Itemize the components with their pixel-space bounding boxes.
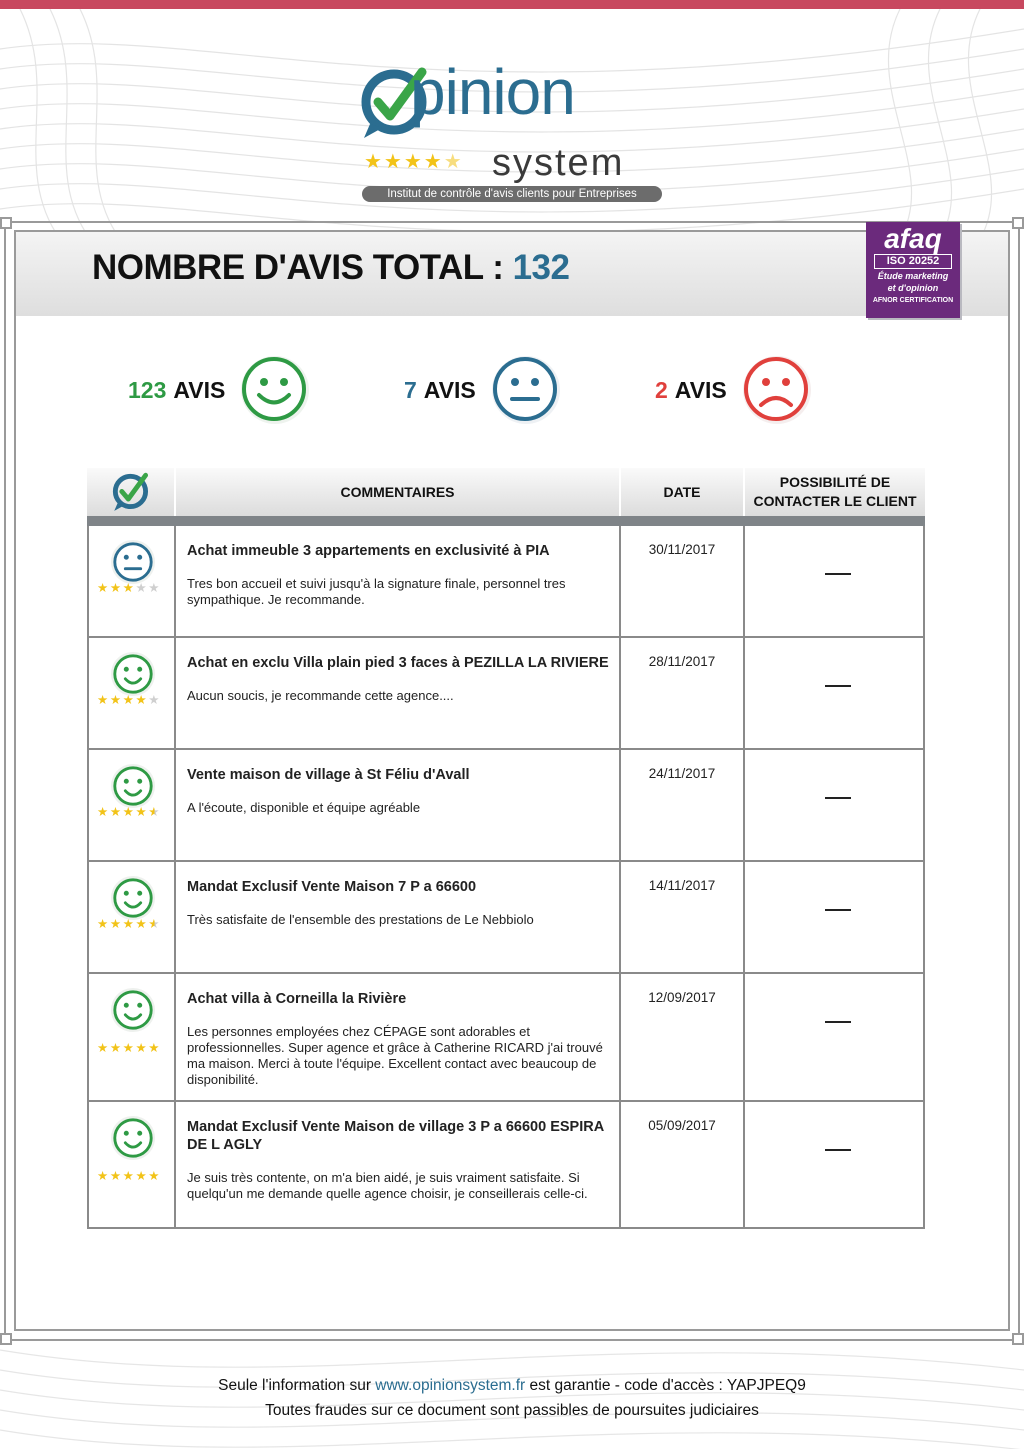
frame-corner [1012,217,1024,229]
footer-legal: Toutes fraudes sur ce document sont passibles de poursuites judiciaires [265,1402,759,1419]
positive-label: AVIS [173,376,226,403]
contact-dash [825,573,851,575]
row-contact-cell [745,862,923,972]
smiley-sad-icon [741,354,813,426]
table-row [87,638,925,750]
logo-tagline: Institut de contrôle d'avis clients pour Entreprises [362,186,662,202]
header-contact-line1: POSSIBILITÉ DE [779,474,891,490]
row-rating-cell [89,862,176,972]
afaq-body: AFNOR CERTIFICATION [872,297,954,304]
table-row [87,526,925,638]
row-contact-cell [745,750,923,860]
opinion-system-logo [360,56,670,206]
summary-neutral [404,350,562,430]
review-text: Je suis très contente, on m'a bien aidé, je suis vraiment satisfaite. Si quelqu'un me demande quelle agence choisir, je conseillerais celle-ci. [187,1170,588,1201]
row-rating-cell [89,638,176,748]
afaq-line2: et d'opinion [887,283,939,293]
row-rating-cell [89,526,176,636]
review-text: Aucun soucis, je recommande cette agence.... [187,688,454,703]
frame-corner [1012,1333,1024,1345]
review-title: Mandat Exclusif Vente Maison de village 3 P a 66600 ESPIRA DE L AGLY [187,1119,604,1153]
footer-website-link[interactable]: www.opinionsystem.fr [375,1377,526,1394]
star-rating: ★★★★★ [97,693,162,707]
smiley-positive-icon [110,875,156,921]
row-contact-cell [745,526,923,636]
row-comment-cell [176,526,621,636]
row-contact-cell [745,638,923,748]
review-text: Très satisfaite de l'ensemble des prestations de Le Nebbiolo [187,912,534,927]
star-rating: ★★★★★ [97,805,162,819]
table-row [87,1102,925,1229]
total-count: 132 [512,248,570,287]
review-title: Achat en exclu Villa plain pied 3 faces à PEZILLA LA RIVIERE [187,655,609,671]
smiley-positive-icon [110,1115,156,1161]
afaq-standard: ISO 20252 [874,254,952,269]
logo-stars: ★★★★★ [364,151,464,173]
review-date: 30/11/2017 [621,526,745,636]
smiley-neutral-icon [110,539,156,585]
logo-wordmark: pinion [410,56,575,128]
total-label: NOMBRE D'AVIS TOTAL : [92,248,513,287]
afaq-line1: Étude marketing [877,271,949,281]
smiley-neutral-icon [490,354,562,426]
smiley-positive-icon [110,763,156,809]
footer-text-pre: Seule l'information sur [218,1377,376,1394]
header-contact [743,468,925,516]
review-title: Vente maison de village à St Féliu d'Avall [187,767,470,783]
review-title: Achat villa à Corneilla la Rivière [187,991,407,1007]
frame-corner [0,217,12,229]
row-comment-cell [176,750,621,860]
contact-dash [825,797,851,799]
summary-negative [655,350,813,430]
frame-corner [0,1333,12,1345]
smiley-happy-icon [239,354,311,426]
row-rating-cell [89,974,176,1100]
review-date: 12/09/2017 [621,974,745,1100]
star-rating: ★★★★★ [97,1041,162,1055]
review-text: Les personnes employées chez CÉPAGE sont adorables et professionnelles. Super agence et grâce à Catherine RICARD j'ai trouvé ma maison. Merci à toute l'équipe. Excellent contact avec beaucoup de disponibilité. [187,1024,603,1087]
row-rating-cell [89,750,176,860]
smiley-positive-icon [110,651,156,697]
contact-dash [825,1021,851,1023]
top-accent-bar [0,0,1024,9]
review-date: 05/09/2017 [621,1102,745,1227]
neutral-count: 7 [404,376,417,403]
page-title [92,248,569,288]
header-comments: COMMENTAIRES [174,468,619,516]
review-text: Tres bon accueil et suivi jusqu'à la signature finale, personnel tres sympathique. Je recommande. [187,576,566,607]
reviews-table [87,468,925,1229]
positive-count: 123 [128,376,167,403]
footer-guarantee [0,1377,1024,1395]
summary-positive [128,350,311,430]
review-date: 14/11/2017 [621,862,745,972]
review-title: Achat immeuble 3 appartements en exclusivité à PIA [187,543,550,559]
row-contact-cell [745,974,923,1100]
row-comment-cell [176,862,621,972]
row-contact-cell [745,1102,923,1227]
contact-dash [825,909,851,911]
review-date: 28/11/2017 [621,638,745,748]
star-rating: ★★★★★ [97,581,162,595]
row-comment-cell [176,1102,621,1227]
afaq-name: afaq [884,223,942,254]
contact-dash [825,685,851,687]
table-row [87,750,925,862]
table-row [87,974,925,1102]
row-comment-cell [176,974,621,1100]
contact-dash [825,1149,851,1151]
header-logo-cell [87,468,174,516]
neutral-label: AVIS [423,376,476,403]
check-bubble-icon [110,472,152,512]
row-rating-cell [89,1102,176,1227]
negative-label: AVIS [674,376,727,403]
star-rating: ★★★★★ [97,917,162,931]
footer-text-post: est garantie - code d'accès : YAPJPEQ9 [525,1377,806,1394]
review-title: Mandat Exclusif Vente Maison 7 P a 66600 [187,879,477,895]
star-rating: ★★★★★ [97,1169,162,1183]
review-date: 24/11/2017 [621,750,745,860]
review-text: A l'écoute, disponible et équipe agréable [187,800,421,815]
afaq-certification-badge [866,222,960,318]
table-header [87,468,925,516]
table-header-bar [87,516,925,526]
logo-subword: system [492,142,625,184]
header-contact-line2: CONTACTER LE CLIENT [753,493,917,509]
smiley-positive-icon [110,987,156,1033]
header-date: DATE [619,468,743,516]
row-comment-cell [176,638,621,748]
negative-count: 2 [655,376,668,403]
table-row [87,862,925,974]
